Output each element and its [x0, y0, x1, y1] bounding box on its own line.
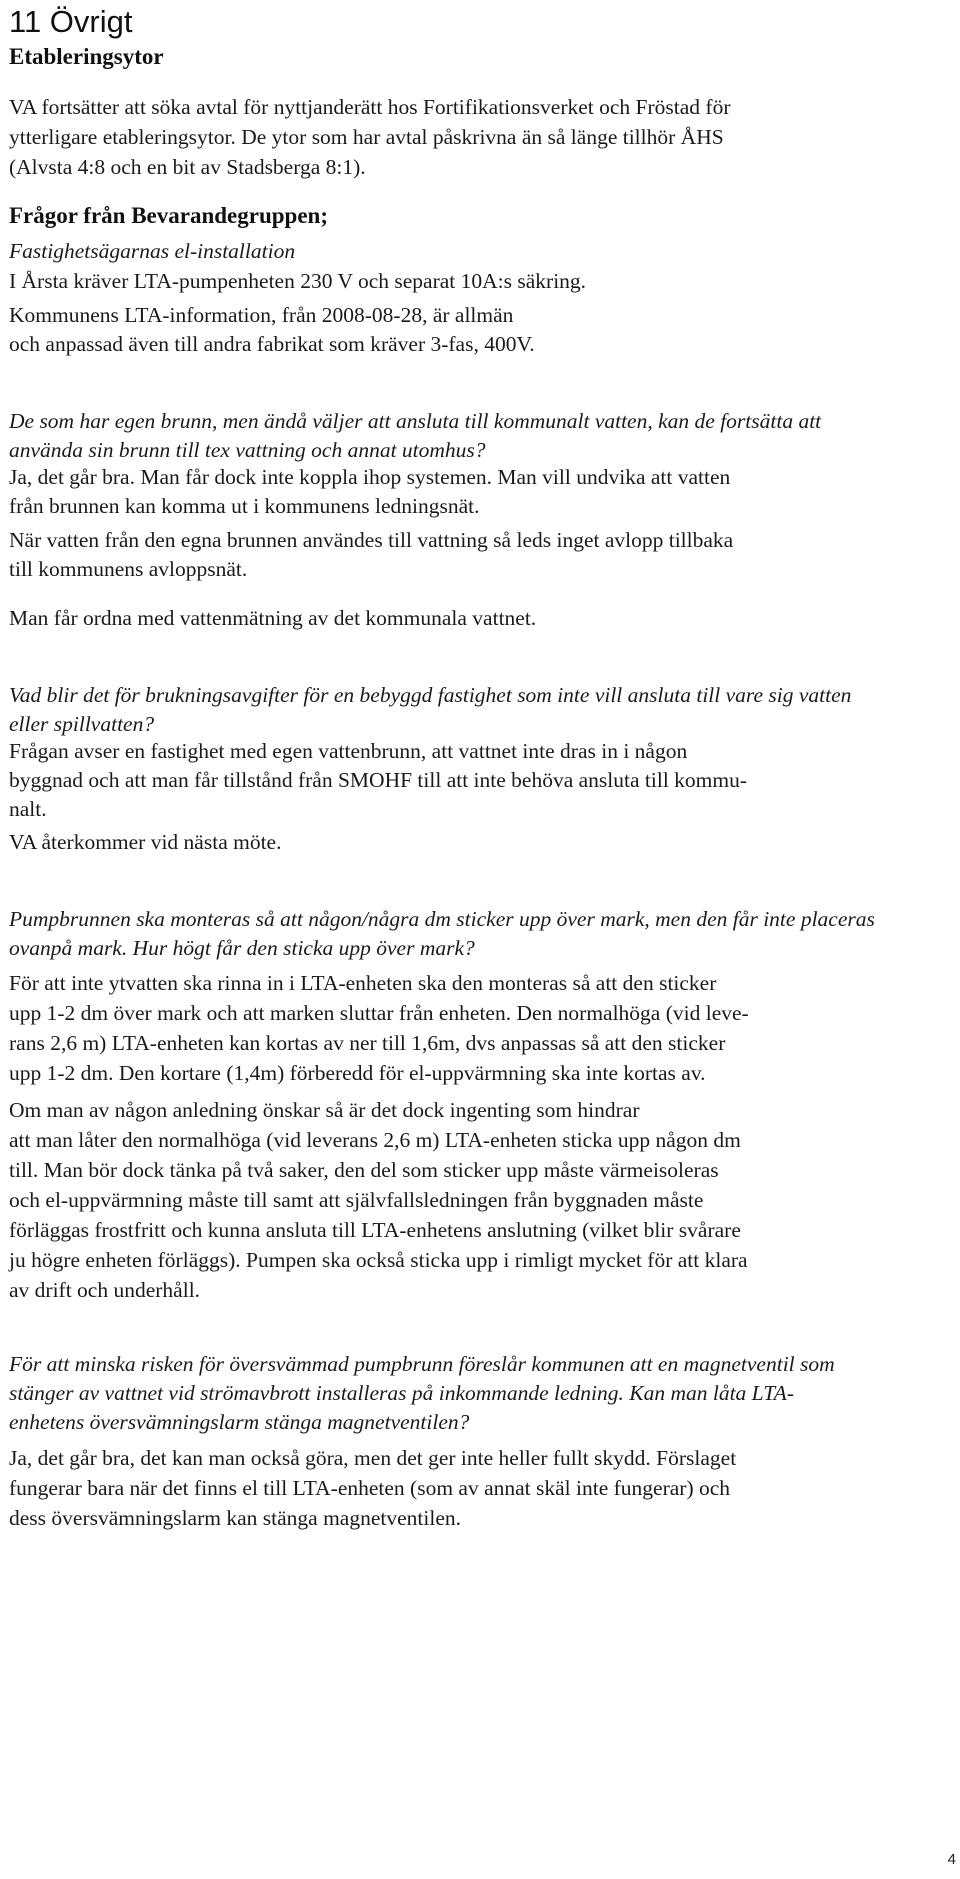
question-text: eller spillvatten? [9, 712, 155, 736]
answer-text: Om man av någon anledning önskar så är det dock ingenting som hindrar [9, 1098, 640, 1122]
question-text: ovanpå mark. Hur högt får den sticka upp över mark? [9, 936, 475, 960]
answer-text: rans 2,6 m) LTA-enheten kan kortas av ner till 1,6m, dvs anpassas så att den sticker [9, 1031, 726, 1055]
intro-line: ytterligare etableringsytor. De ytor som har avtal påskrivna än så länge tillhör ÅHS [9, 125, 724, 149]
answer-text: I Årsta kräver LTA-pumpenheten 230 V och separat 10A:s säkring. [9, 269, 587, 293]
question-text: De som har egen brunn, men ändå väljer att ansluta till kommunalt vatten, kan de fortsätta att [9, 409, 822, 433]
answer-text: nalt. [9, 797, 47, 821]
answer-text: byggnad och att man får tillstånd från SMOHF till att inte behöva ansluta till kommu- [9, 768, 748, 792]
question-text: För att minska risken för översvämmad pumpbrunn föreslår kommunen att en magnetventil som [9, 1352, 835, 1376]
answer-text: upp 1-2 dm över mark och att marken sluttar från enheten. Den normalhöga (vid leve- [9, 1001, 749, 1025]
question-text: använda sin brunn till tex vattning och annat utomhus? [9, 438, 486, 462]
answer-text: Ja, det går bra, det kan man också göra, men det ger inte heller fullt skydd. Förslaget [9, 1446, 737, 1470]
intro-line: (Alvsta 4:8 och en bit av Stadsberga 8:1). [9, 155, 366, 179]
page-number: 4 [947, 1851, 956, 1868]
answer-text: att man låter den normalhöga (vid leverans 2,6 m) LTA-enheten sticka upp någon dm [9, 1128, 741, 1152]
answer-text: ju högre enheten förläggs). Pumpen ska också sticka upp i rimligt mycket för att klara [9, 1248, 748, 1272]
answer-text: För att inte ytvatten ska rinna in i LTA-enheten ska den monteras så att den sticker [9, 971, 717, 995]
section-title: 11 Övrigt [9, 4, 133, 39]
answer-text: och el-uppvärmning måste till samt att självfallsledningen från byggnaden måste [9, 1188, 704, 1212]
answer-text: När vatten från den egna brunnen användes till vattning så leds inget avlopp tillbaka [9, 528, 734, 552]
answer-text: och anpassad även till andra fabrikat som kräver 3-fas, 400V. [9, 332, 535, 356]
answer-text: Kommunens LTA-information, från 2008-08-28, är allmän [9, 303, 514, 327]
answer-text: av drift och underhåll. [9, 1278, 201, 1302]
answer-text: fungerar bara när det finns el till LTA-enheten (som av annat skäl inte fungerar) och [9, 1476, 731, 1500]
answer-text: till kommunens avloppsnät. [9, 557, 248, 581]
subheading-etableringsytor: Etableringsytor [9, 44, 164, 69]
answer-text: förläggas frostfritt och kunna ansluta till LTA-enhetens anslutning (vilket blir svårare [9, 1218, 741, 1242]
answer-text: Man får ordna med vattenmätning av det kommunala vattnet. [9, 606, 537, 630]
intro-line: VA fortsätter att söka avtal för nyttjanderätt hos Fortifikationsverket och Fröstad för [9, 95, 731, 119]
question-text: stänger av vattnet vid strömavbrott installeras på inkommande ledning. Kan man låta LTA- [9, 1381, 794, 1405]
answer-text: upp 1-2 dm. Den kortare (1,4m) förberedd för el-uppvärmning ska inte kortas av. [9, 1061, 706, 1085]
answer-text: Frågan avser en fastighet med egen vattenbrunn, att vattnet inte dras in i någon [9, 739, 688, 763]
question-text: enhetens översvämningslarm stänga magnetventilen? [9, 1410, 470, 1434]
question-text: Pumpbrunnen ska monteras så att någon/några dm sticker upp över mark, men den får inte placeras [9, 907, 875, 931]
answer-text: Ja, det går bra. Man får dock inte koppla ihop systemen. Man vill undvika att vatten [9, 465, 731, 489]
question-text: Vad blir det för brukningsavgifter för en bebyggd fastighet som inte vill ansluta till vare sig vatten [9, 683, 852, 707]
question-text: Fastighetsägarnas el-installation [9, 239, 296, 263]
answer-text: från brunnen kan komma ut i kommunens ledningsnät. [9, 494, 480, 518]
questions-heading: Frågor från Bevarandegruppen; [9, 203, 329, 228]
answer-text: dess översvämningslarm kan stänga magnetventilen. [9, 1506, 461, 1530]
answer-text: till. Man bör dock tänka på två saker, den del som sticker upp måste värmeisoleras [9, 1158, 719, 1182]
answer-text: VA återkommer vid nästa möte. [9, 830, 282, 854]
